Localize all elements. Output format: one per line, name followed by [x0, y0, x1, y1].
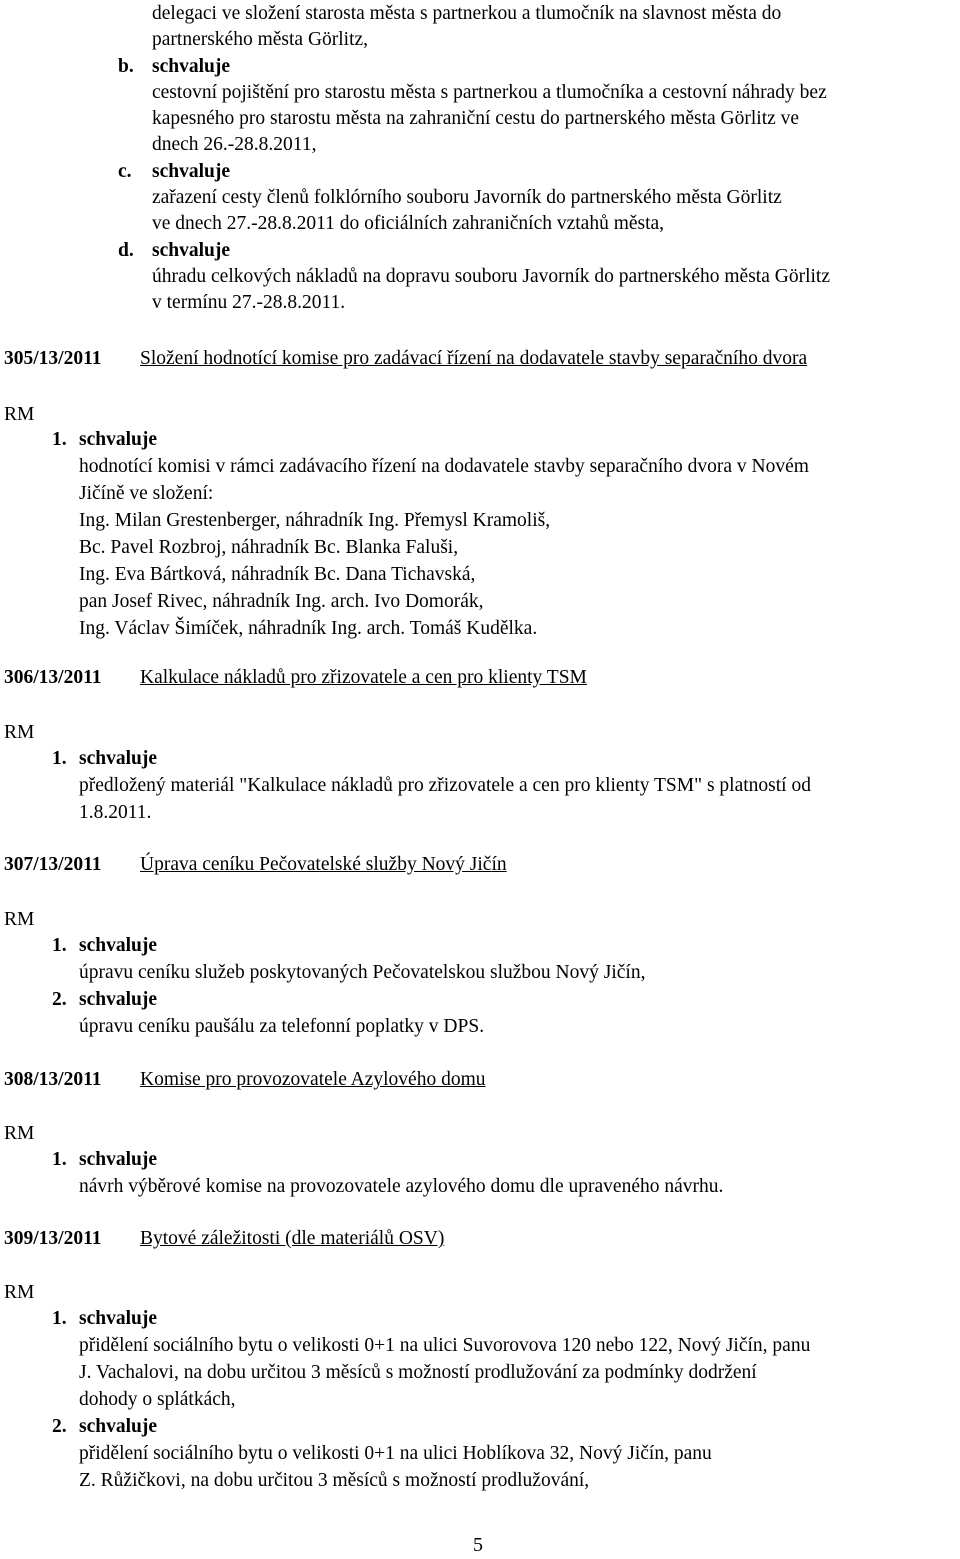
resolution-number: 306/13/2011 [4, 667, 102, 688]
item-marker: d. [118, 240, 134, 261]
item-marker: c. [118, 161, 132, 182]
resolution-title: Kalkulace nákladů pro zřizovatele a cen pro klienty TSM [140, 667, 587, 688]
resolution-title: Komise pro provozovatele Azylového domu [140, 1069, 486, 1090]
page-number: 5 [473, 1534, 483, 1556]
council-label: RM [4, 722, 35, 743]
item-marker: 2. [52, 989, 67, 1010]
verb-approves: schvaluje [79, 1416, 157, 1437]
council-label: RM [4, 1282, 35, 1303]
resolution-number: 305/13/2011 [4, 348, 102, 369]
paragraph-line: hodnotící komisi v rámci zadávacího řízení na dodavatele stavby separačního dvora v Novém [79, 456, 809, 477]
resolution-title: Složení hodnotící komise pro zadávací řízení na dodavatele stavby separačního dvora [140, 348, 808, 369]
item-marker: 1. [52, 748, 67, 769]
verb-approves: schvaluje [79, 748, 157, 769]
paragraph-line: 1.8.2011. [79, 802, 152, 823]
resolution-number: 309/13/2011 [4, 1228, 102, 1249]
paragraph-line: předložený materiál "Kalkulace nákladů pro zřizovatele a cen pro klienty TSM" s platností od [79, 775, 811, 796]
member-line: Bc. Pavel Rozbroj, náhradník Bc. Blanka Faluši, [79, 537, 459, 558]
paragraph-line: dohody o splátkách, [79, 1389, 236, 1410]
paragraph-line: J. Vachalovi, na dobu určitou 3 měsíců s možností prodlužování za podmínky dodržení [79, 1362, 757, 1383]
paragraph-line: úpravu ceníku paušálu za telefonní poplatky v DPS. [79, 1016, 485, 1037]
item-marker: b. [118, 56, 134, 77]
paragraph-line: Jičíně ve složení: [79, 483, 214, 504]
paragraph-line: přidělení sociálního bytu o velikosti 0+1 na ulici Hoblíkova 32, Nový Jičín, panu [79, 1443, 712, 1464]
paragraph-line: v termínu 27.-28.8.2011. [152, 292, 346, 313]
paragraph-line: úhradu celkových nákladů na dopravu souboru Javorník do partnerského města Görlitz [152, 266, 830, 287]
paragraph-line: úpravu ceníku služeb poskytovaných Pečovatelskou službou Nový Jičín, [79, 962, 646, 983]
verb-approves: schvaluje [152, 240, 230, 261]
council-label: RM [4, 1123, 35, 1144]
resolution-title: Bytové záležitosti (dle materiálů OSV) [140, 1228, 445, 1249]
paragraph-line: cestovní pojištění pro starostu města s partnerkou a tlumočníka a cestovní náhrady bez [152, 82, 827, 103]
verb-approves: schvaluje [152, 56, 230, 77]
paragraph-line: delegaci ve složení starosta města s partnerkou a tlumočník na slavnost města do [152, 3, 782, 24]
paragraph-line: ve dnech 27.-28.8.2011 do oficiálních zahraničních vztahů města, [152, 213, 665, 234]
verb-approves: schvaluje [152, 161, 230, 182]
verb-approves: schvaluje [79, 989, 157, 1010]
paragraph-line: přidělení sociálního bytu o velikosti 0+1 na ulici Suvorovova 120 nebo 122, Nový Jičín, panu [79, 1335, 811, 1356]
verb-approves: schvaluje [79, 1149, 157, 1170]
item-marker: 2. [52, 1416, 67, 1437]
item-marker: 1. [52, 935, 67, 956]
verb-approves: schvaluje [79, 429, 157, 450]
resolution-number: 308/13/2011 [4, 1069, 102, 1090]
resolution-number: 307/13/2011 [4, 854, 102, 875]
paragraph-line: návrh výběrové komise na provozovatele azylového domu dle upraveného návrhu. [79, 1176, 724, 1197]
paragraph-line: kapesného pro starostu města na zahraniční cestu do partnerského města Görlitz ve [152, 108, 800, 129]
member-line: Ing. Milan Grestenberger, náhradník Ing. Přemysl Kramoliš, [79, 510, 551, 531]
paragraph-line: zařazení cesty členů folklórního souboru Javorník do partnerského města Görlitz [152, 187, 782, 208]
member-line: Ing. Eva Bártková, náhradník Bc. Dana Tichavská, [79, 564, 476, 585]
council-label: RM [4, 404, 35, 425]
resolution-title: Úprava ceníku Pečovatelské služby Nový Jičín [140, 854, 507, 875]
paragraph-line: Z. Růžičkovi, na dobu určitou 3 měsíců s možností prodlužování, [79, 1470, 590, 1491]
member-line: Ing. Václav Šimíček, náhradník Ing. arch. Tomáš Kudělka. [79, 618, 538, 639]
paragraph-line: partnerského města Görlitz, [152, 29, 369, 50]
item-marker: 1. [52, 429, 67, 450]
item-marker: 1. [52, 1149, 67, 1170]
council-label: RM [4, 909, 35, 930]
member-line: pan Josef Rivec, náhradník Ing. arch. Ivo Domorák, [79, 591, 484, 612]
paragraph-line: dnech 26.-28.8.2011, [152, 134, 317, 155]
item-marker: 1. [52, 1308, 67, 1329]
verb-approves: schvaluje [79, 935, 157, 956]
verb-approves: schvaluje [79, 1308, 157, 1329]
